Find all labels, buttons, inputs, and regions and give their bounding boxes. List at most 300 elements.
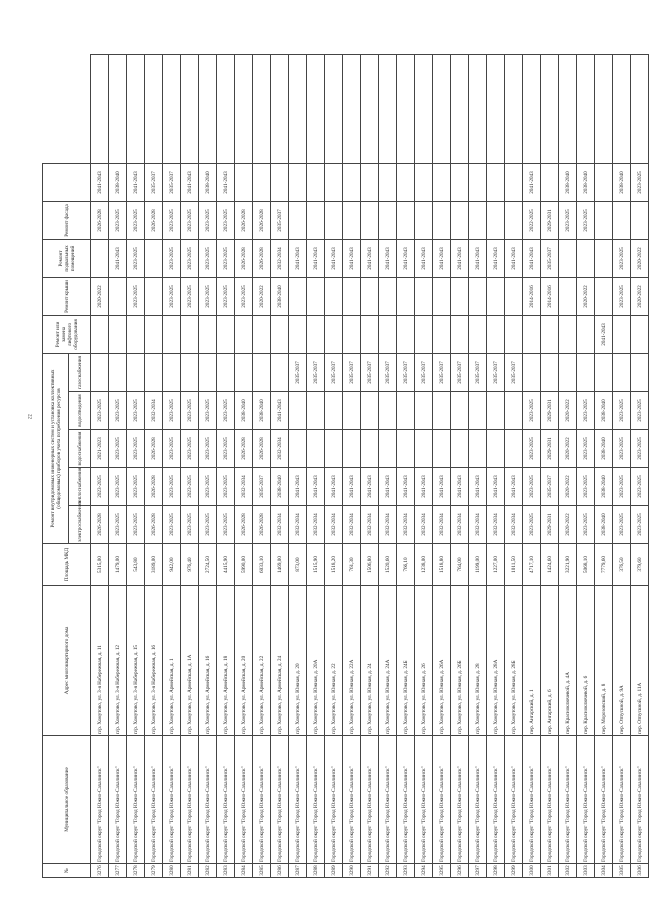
row-year-cell: 2035-2037 (487, 353, 505, 391)
row-year-cell: 2041-2043 (343, 468, 361, 506)
row-address: п/р. Хомутово, ул. 3-я Набережная, д. 15 (127, 586, 145, 736)
row-year-cell (271, 163, 289, 201)
capital-repair-table (42, 54, 649, 878)
row-number: 3289 (325, 864, 343, 878)
row-year-cell (595, 239, 613, 277)
row-year-cell: 2023-2025 (559, 201, 577, 239)
row-address: п/р. Хомутово, ул. Южная, д. 24А (379, 586, 397, 736)
row-area: 1238,00 (415, 544, 433, 586)
row-number: 3283 (217, 864, 235, 878)
row-year-cell: 2041-2043 (451, 239, 469, 277)
row-municipality: Городской округ "Город Южно-Сахалинск" (631, 736, 649, 864)
row-year-cell (379, 315, 397, 353)
row-number: 3295 (433, 864, 451, 878)
header-municipality: Муниципальное образование (43, 736, 91, 864)
row-year-cell (325, 315, 343, 353)
row-blank-cell (541, 55, 559, 164)
row-number: 3293 (397, 864, 415, 878)
table-row (559, 55, 577, 878)
row-year-cell: 2023-2025 (199, 239, 217, 277)
row-year-cell (163, 315, 181, 353)
row-year-cell (325, 201, 343, 239)
row-year-cell: 2035-2037 (541, 239, 559, 277)
row-address: п/р. Хомутово, ул. Армейская, д. 20 (235, 586, 253, 736)
row-year-cell: 2035-2037 (397, 353, 415, 391)
row-year-cell: 2038-2040 (595, 506, 613, 544)
row-year-cell: 2023-2025 (199, 430, 217, 468)
row-blank-cell (325, 55, 343, 164)
row-year-cell (361, 315, 379, 353)
row-area: 1515,90 (307, 544, 325, 586)
row-municipality: Городской округ "Город Южно-Сахалинск" (613, 736, 631, 864)
row-address: п/р. Хомутово, ул. 3-я Набережная, д. 12 (109, 586, 127, 736)
row-year-cell: 2023-2025 (163, 468, 181, 506)
row-number: 3302 (559, 864, 577, 878)
row-blank-cell (109, 55, 127, 164)
row-year-cell (469, 201, 487, 239)
row-year-cell (361, 163, 379, 201)
row-year-cell: 2023-2025 (613, 468, 631, 506)
row-municipality: Городской округ "Город Южно-Сахалинск" (505, 736, 523, 864)
row-year-cell (199, 353, 217, 391)
row-year-cell (325, 277, 343, 315)
row-municipality: Городской округ "Город Южно-Сахалинск" (469, 736, 487, 864)
row-area: 7779,60 (595, 544, 613, 586)
row-number: 3291 (361, 864, 379, 878)
row-year-cell (487, 163, 505, 201)
row-year-cell (145, 239, 163, 277)
row-year-cell: 2041-2043 (289, 468, 307, 506)
row-year-cell: 2035-2037 (253, 468, 271, 506)
row-municipality: Городской округ "Город Южно-Сахалинск" (163, 736, 181, 864)
row-year-cell: 2032-2034 (307, 506, 325, 544)
row-year-cell: 2041-2043 (325, 239, 343, 277)
row-area: 4717,10 (523, 544, 541, 586)
row-address: п/р. Хомутово, ул. Южная, д. 26А (433, 586, 451, 736)
row-year-cell: 2023-2025 (163, 239, 181, 277)
table-row (145, 55, 163, 878)
row-year-cell (397, 315, 415, 353)
row-year-cell: 2038-2040 (559, 163, 577, 201)
header-sub-water: водоснабжения (69, 430, 91, 468)
row-year-cell (379, 392, 397, 430)
row-number: 3297 (469, 864, 487, 878)
row-year-cell (325, 392, 343, 430)
row-blank-cell (613, 55, 631, 164)
row-year-cell (505, 277, 523, 315)
row-year-cell: 2038-2040 (253, 392, 271, 430)
row-year-cell: 2023-2025 (91, 468, 109, 506)
row-year-cell: 2038-2040 (199, 163, 217, 201)
row-year-cell (433, 163, 451, 201)
row-year-cell: 2029-2031 (541, 392, 559, 430)
row-year-cell: 2026-2028 (235, 201, 253, 239)
row-municipality: Городской округ "Город Южно-Сахалинск" (361, 736, 379, 864)
table-row (541, 55, 559, 878)
row-year-cell (451, 277, 469, 315)
row-year-cell (541, 353, 559, 391)
row-year-cell: 2032-2034 (325, 506, 343, 544)
row-year-cell: 2035-2037 (379, 353, 397, 391)
row-area: 1518,80 (433, 544, 451, 586)
row-year-cell (127, 353, 145, 391)
rotated-document-page (42, 54, 643, 878)
row-year-cell (307, 315, 325, 353)
row-year-cell (145, 315, 163, 353)
row-year-cell (505, 315, 523, 353)
row-area: 5068,10 (577, 544, 595, 586)
row-year-cell: 2035-2037 (433, 353, 451, 391)
row-number: 3305 (613, 864, 631, 878)
row-address: п/р. Хомутово, ул. 3-я Набережная, д. 11 (91, 586, 109, 736)
row-year-cell: 2038-2040 (271, 277, 289, 315)
row-area: 1520,60 (379, 544, 397, 586)
row-year-cell (307, 163, 325, 201)
table-row (613, 55, 631, 878)
row-year-cell (415, 392, 433, 430)
row-year-cell: 2041-2043 (469, 468, 487, 506)
header-sub-electric: электроснабжения (69, 506, 91, 544)
row-year-cell: 2041-2043 (523, 163, 541, 201)
row-year-cell: 2023-2025 (181, 506, 199, 544)
row-year-cell: 2041-2043 (289, 239, 307, 277)
row-area: 766,10 (397, 544, 415, 586)
row-year-cell (451, 315, 469, 353)
row-year-cell: 2023-2025 (181, 239, 199, 277)
row-year-cell (415, 201, 433, 239)
row-year-cell: 2023-2025 (91, 392, 109, 430)
row-year-cell (289, 201, 307, 239)
row-year-cell: 2026-2028 (145, 468, 163, 506)
row-municipality: Городской округ "Город Южно-Сахалинск" (253, 736, 271, 864)
row-year-cell (361, 392, 379, 430)
row-year-cell (523, 353, 541, 391)
table-row (505, 55, 523, 878)
row-year-cell: 2023-2025 (217, 239, 235, 277)
row-year-cell: 2041-2043 (361, 468, 379, 506)
row-year-cell (343, 430, 361, 468)
row-blank-cell (217, 55, 235, 164)
row-year-cell (253, 353, 271, 391)
row-year-cell: 2023-2025 (181, 392, 199, 430)
row-year-cell: 2023-2025 (163, 506, 181, 544)
table-row (433, 55, 451, 878)
row-year-cell (343, 277, 361, 315)
table-row (127, 55, 145, 878)
table-row (577, 55, 595, 878)
row-blank-cell (397, 55, 415, 164)
row-year-cell (415, 277, 433, 315)
row-year-cell: 2023-2025 (181, 430, 199, 468)
row-year-cell: 2038-2040 (595, 430, 613, 468)
row-area: 942,00 (163, 544, 181, 586)
table-row (163, 55, 181, 878)
row-year-cell: 2023-2025 (217, 430, 235, 468)
row-year-cell: 2026-2028 (91, 201, 109, 239)
row-year-cell: 2032-2034 (271, 430, 289, 468)
row-year-cell: 2023-2025 (613, 506, 631, 544)
row-address: п/р. Хомутово, ул. Южная, д. 28Б (505, 586, 523, 736)
row-year-cell: 2041-2043 (595, 315, 613, 353)
row-year-cell (631, 315, 649, 353)
row-blank-cell (487, 55, 505, 164)
row-number: 3278 (127, 864, 145, 878)
row-municipality: Городской округ "Город Южно-Сахалинск" (451, 736, 469, 864)
row-year-cell (289, 277, 307, 315)
row-address: п/р. Хомутово, ул. Южная, д. 24 (361, 586, 379, 736)
row-year-cell (343, 315, 361, 353)
row-year-cell: 2023-2025 (217, 201, 235, 239)
row-year-cell: 2014-2016 (523, 277, 541, 315)
row-year-cell (505, 392, 523, 430)
row-year-cell (271, 315, 289, 353)
row-year-cell: 2023-2025 (109, 201, 127, 239)
row-area: 376,50 (613, 544, 631, 586)
row-year-cell (91, 315, 109, 353)
row-number: 3279 (145, 864, 163, 878)
row-year-cell: 2035-2037 (469, 353, 487, 391)
row-year-cell (289, 430, 307, 468)
row-year-cell (271, 353, 289, 391)
row-year-cell: 2023-2025 (181, 277, 199, 315)
row-year-cell: 2035-2037 (163, 163, 181, 201)
row-year-cell (523, 315, 541, 353)
row-year-cell: 2020-2022 (577, 277, 595, 315)
row-municipality: Городской округ "Город Южно-Сахалинск" (379, 736, 397, 864)
table-row (379, 55, 397, 878)
row-year-cell: 2026-2028 (253, 201, 271, 239)
row-number: 3282 (199, 864, 217, 878)
row-year-cell: 2020-2022 (253, 277, 271, 315)
row-municipality: Городской округ "Город Южно-Сахалинск" (91, 736, 109, 864)
header-sub-heat: теплоснабжения (69, 468, 91, 506)
row-year-cell (559, 353, 577, 391)
row-year-cell: 2023-2025 (217, 468, 235, 506)
row-blank-cell (127, 55, 145, 164)
row-year-cell: 2026-2028 (235, 506, 253, 544)
row-year-cell: 2023-2025 (109, 392, 127, 430)
row-year-cell (325, 430, 343, 468)
row-year-cell: 2035-2037 (145, 163, 163, 201)
row-address: пер. Ангарский, д. 6 (541, 586, 559, 736)
header-facade: Ремонт фасада (43, 201, 91, 239)
row-year-cell (487, 277, 505, 315)
table-row (361, 55, 379, 878)
row-address: п/р. Хомутово, ул. 3-я Набережная, д. 16 (145, 586, 163, 736)
row-year-cell: 2023-2025 (127, 468, 145, 506)
row-blank-cell (505, 55, 523, 164)
row-year-cell: 2041-2043 (109, 239, 127, 277)
row-municipality: Городской округ "Город Южно-Сахалинск" (595, 736, 613, 864)
row-year-cell (505, 201, 523, 239)
row-address: пер. Морозовский, д. 8 (595, 586, 613, 736)
row-year-cell (307, 430, 325, 468)
row-year-cell: 2026-2028 (145, 430, 163, 468)
row-year-cell (253, 315, 271, 353)
row-number: 3281 (181, 864, 199, 878)
row-address: п/р. Хомутово, ул. Южная, д. 26 (415, 586, 433, 736)
row-year-cell: 2023-2025 (199, 468, 217, 506)
row-year-cell: 2023-2025 (577, 430, 595, 468)
row-number: 3294 (415, 864, 433, 878)
row-municipality: Городской округ "Город Южно-Сахалинск" (235, 736, 253, 864)
table-row (487, 55, 505, 878)
row-area: 6033,10 (253, 544, 271, 586)
row-year-cell (451, 392, 469, 430)
row-year-cell (631, 353, 649, 391)
row-municipality: Городской округ "Город Южно-Сахалинск" (397, 736, 415, 864)
row-year-cell: 2026-2028 (253, 506, 271, 544)
row-area: 3221,90 (559, 544, 577, 586)
row-year-cell (235, 163, 253, 201)
row-area: 764,00 (451, 544, 469, 586)
row-year-cell: 2023-2025 (163, 430, 181, 468)
table-row (109, 55, 127, 878)
row-year-cell (451, 430, 469, 468)
row-year-cell (577, 315, 595, 353)
row-year-cell (253, 163, 271, 201)
row-year-cell (109, 353, 127, 391)
row-year-cell: 2023-2025 (217, 506, 235, 544)
row-year-cell: 2020-2022 (559, 468, 577, 506)
row-year-cell: 2023-2025 (127, 201, 145, 239)
table-row (595, 55, 613, 878)
row-area: 379,60 (631, 544, 649, 586)
row-municipality: Городской округ "Город Южно-Сахалинск" (415, 736, 433, 864)
row-number: 3303 (577, 864, 595, 878)
row-year-cell: 2014-2016 (541, 277, 559, 315)
row-year-cell: 2041-2043 (379, 239, 397, 277)
row-blank-cell (451, 55, 469, 164)
row-year-cell (487, 201, 505, 239)
header-blank (43, 163, 91, 201)
row-year-cell: 2023-2025 (127, 277, 145, 315)
row-year-cell: 2023-2025 (613, 239, 631, 277)
row-year-cell: 2041-2043 (523, 239, 541, 277)
table-row (325, 55, 343, 878)
page-number: 22 (26, 414, 32, 419)
row-number: 3298 (487, 864, 505, 878)
row-blank-cell (559, 55, 577, 164)
row-number: 3286 (271, 864, 289, 878)
row-area: 873,00 (289, 544, 307, 586)
row-number: 3296 (451, 864, 469, 878)
row-year-cell: 2023-2025 (631, 430, 649, 468)
row-area: 1479,00 (109, 544, 127, 586)
row-year-cell: 2023-2025 (523, 430, 541, 468)
row-year-cell: 2032-2034 (469, 506, 487, 544)
row-year-cell (145, 277, 163, 315)
row-year-cell (559, 277, 577, 315)
row-year-cell: 2041-2043 (415, 239, 433, 277)
row-year-cell: 2023-2025 (523, 506, 541, 544)
row-year-cell: 2038-2040 (271, 468, 289, 506)
row-area: 3189,00 (145, 544, 163, 586)
row-year-cell: 2026-2028 (91, 506, 109, 544)
table-row (181, 55, 199, 878)
row-area: 1469,00 (271, 544, 289, 586)
row-year-cell: 2041-2043 (217, 163, 235, 201)
row-number: 3304 (595, 864, 613, 878)
row-area: 1011,50 (505, 544, 523, 586)
row-municipality: Городской округ "Город Южно-Сахалинск" (523, 736, 541, 864)
row-year-cell: 2023-2025 (577, 468, 595, 506)
row-number: 3280 (163, 864, 181, 878)
row-year-cell: 2035-2037 (325, 353, 343, 391)
row-blank-cell (235, 55, 253, 164)
row-year-cell (415, 315, 433, 353)
row-blank-cell (199, 55, 217, 164)
row-year-cell: 2023-2025 (199, 277, 217, 315)
row-year-cell: 2026-2028 (235, 430, 253, 468)
row-year-cell (217, 315, 235, 353)
row-year-cell: 2035-2037 (343, 353, 361, 391)
row-year-cell (505, 430, 523, 468)
row-year-cell: 2023-2025 (127, 506, 145, 544)
row-year-cell: 2023-2025 (235, 277, 253, 315)
row-number: 3299 (505, 864, 523, 878)
row-year-cell (595, 277, 613, 315)
row-year-cell (235, 353, 253, 391)
row-year-cell: 2041-2043 (469, 239, 487, 277)
row-year-cell: 2041-2043 (505, 468, 523, 506)
row-year-cell (307, 277, 325, 315)
row-year-cell: 2023-2025 (163, 201, 181, 239)
row-year-cell (487, 392, 505, 430)
row-blank-cell (415, 55, 433, 164)
table-row (253, 55, 271, 878)
row-address: п/р. Хомутово, ул. Южная, д. 26Б (451, 586, 469, 736)
row-year-cell: 2035-2037 (415, 353, 433, 391)
row-number: 3292 (379, 864, 397, 878)
row-year-cell: 2023-2025 (199, 201, 217, 239)
table-row (469, 55, 487, 878)
row-year-cell (91, 353, 109, 391)
row-year-cell (217, 353, 235, 391)
row-year-cell (469, 277, 487, 315)
row-municipality: Городской округ "Город Южно-Сахалинск" (181, 736, 199, 864)
row-year-cell: 2021-2023 (91, 430, 109, 468)
row-number: 3277 (109, 864, 127, 878)
row-blank-cell (433, 55, 451, 164)
row-year-cell: 2035-2037 (361, 353, 379, 391)
row-year-cell: 2023-2025 (613, 277, 631, 315)
row-year-cell: 2032-2034 (415, 506, 433, 544)
row-year-cell: 2023-2025 (631, 506, 649, 544)
row-year-cell: 2026-2028 (235, 239, 253, 277)
row-year-cell: 2020-2022 (631, 277, 649, 315)
row-year-cell: 2020-2022 (559, 506, 577, 544)
header-sub-drain: водоотведения (69, 392, 91, 430)
row-year-cell: 2023-2025 (109, 506, 127, 544)
row-year-cell: 2023-2025 (181, 201, 199, 239)
row-year-cell: 2035-2037 (505, 353, 523, 391)
row-address: пер. Красноключевой, д. 4А (559, 586, 577, 736)
row-blank-cell (181, 55, 199, 164)
row-year-cell (325, 163, 343, 201)
header-engineering-systems: Ремонт внутридомовых инженерных систем и установка коллективных (общедомовых) приборов учета потребления ресурсов (43, 353, 69, 543)
row-year-cell: 2035-2037 (307, 353, 325, 391)
row-year-cell: 2032-2034 (487, 506, 505, 544)
row-year-cell (163, 353, 181, 391)
row-municipality: Городской округ "Город Южно-Сахалинск" (541, 736, 559, 864)
row-address: пер. Отпускной, д. 11А (631, 586, 649, 736)
row-year-cell: 2032-2034 (235, 468, 253, 506)
row-year-cell (433, 315, 451, 353)
row-area: 2724,50 (199, 544, 217, 586)
row-year-cell (469, 392, 487, 430)
table-body (91, 55, 649, 878)
